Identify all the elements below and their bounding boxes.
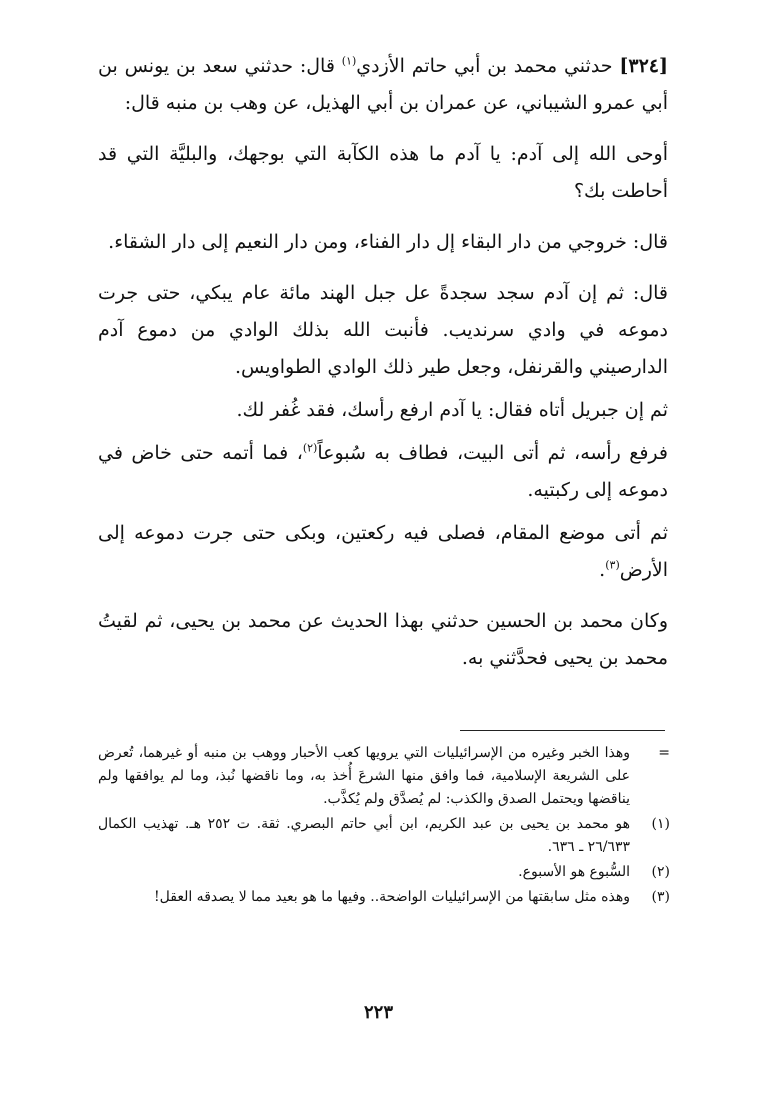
footnote-text: هو محمد بن يحيى بن عبد الكريم، ابن أبي حاتم البصري. ثقة. ت ٢٥٢ هـ. تهذيب الكمال ٢٦/٦٣٣ ـ ٦٣٦. [98,816,631,855]
paragraph-5: ثم إن جبريل أتاه فقال: يا آدم ارفع رأسك، فقد غُفر لك. [236,399,668,421]
footnote-marker: (٢) [651,864,670,880]
footnote-3 [98,886,670,909]
footnote-text: وهذه مثل سابقتها من الإسرائيليات الواضحة.. وفيها ما هو بعيد مما لا يصدقه العقل! [154,889,630,905]
page-number: ٢٢٣ [363,1002,393,1023]
footnote-ref-3: (٣) [605,558,620,572]
paragraph-1-text-b: قال: حدثني سعد بن يونس بن أبي عمرو الشيباني، عن عمران بن أبي الهذيل، عن وهب بن منبه قال: [98,55,668,114]
footnote-continuation [98,742,670,811]
paragraph-7-text-b: . [599,559,606,581]
hadith-number: [٣٢٤] [619,55,668,77]
paragraph-2: أوحى الله إلى آدم: يا آدم ما هذه الكآبة التي بوجهك، والبليَّة التي قد أحاطت بك؟ [98,143,668,202]
paragraph-4: قال: ثم إن آدم سجد سجدةً عل جبل الهند مائة عام يبكي، حتى جرت دموعه في وادي سرنديب. فأنبت الله بذلك الوادي من دموع آدم الدارصيني والقرنفل، وجعل طير ذلك الوادي الطواويس. [98,282,668,378]
paragraph-7-text-a: ثم أتى موضع المقام، فصلى فيه ركعتين، وبكى حتى جرت دموعه إلى الأرض [98,522,668,581]
paragraph-8: وكان محمد بن الحسين حدثني بهذا الحديث عن محمد بن يحيى، ثم لقيتُ محمد بن يحيى فحدَّثني به. [98,610,668,669]
paragraph-6-text-b: ، فما أتمه حتى خاض في دموعه إلى ركبتيه. [98,442,668,501]
paragraph-1 [98,48,668,122]
footnote-ref-2: (٢) [302,441,318,455]
footnote-marker: = [658,745,670,761]
footnote-text: وهذا الخبر وغيره من الإسرائيليات التي يرويها كعب الأحبار ووهب بن منبه أو غيرهما، تُعرض على الشريعة الإسلامية، فما وافق منها الشرعَ أُخذ به، وما ناقضها نُبذ، وما لم يوافقها ولم يناقضها ويحتمل الصدق والكذب: لم يُصدَّق ولم يُكذَّب. [98,745,630,807]
paragraph-3: قال: خروجي من دار البقاء إل دار الفناء، ومن دار النعيم إلى دار الشقاء. [108,231,668,253]
footnote-2 [98,861,670,884]
footnote-divider [460,730,665,731]
main-text [98,48,668,691]
footnote-ref-1: (١) [341,54,357,68]
footnote-marker: (٣) [651,889,670,905]
footnotes [98,742,670,911]
paragraph-6-text-a: فرفع رأسه، ثم أتى البيت، فطاف به سُبوعاً [317,442,668,464]
footnote-text: السُّبوع هو الأسبوع. [518,864,630,880]
paragraph-1-text-a: حدثني محمد بن أبي حاتم الأزدي [356,55,620,77]
footnote-1 [98,813,670,859]
paragraph-6 [98,435,668,509]
footnote-marker: (١) [651,816,670,832]
paragraph-7 [98,515,668,589]
